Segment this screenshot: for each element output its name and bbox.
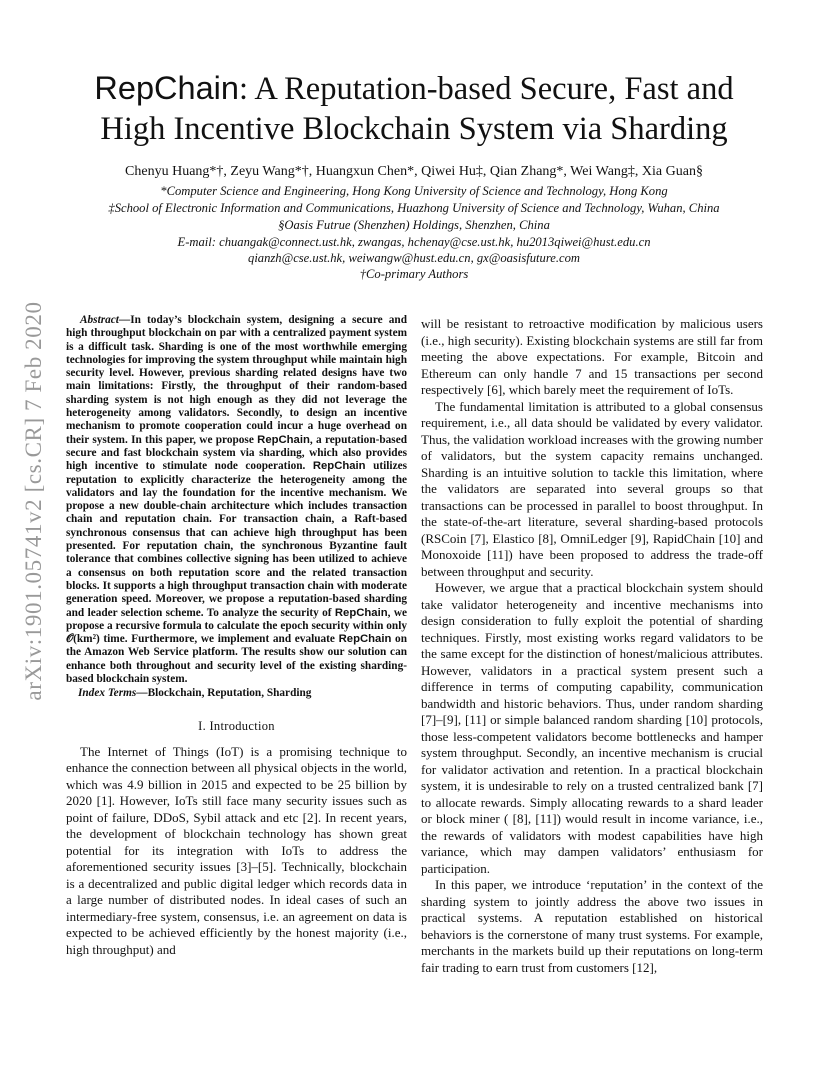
intro-paragraph-1: The Internet of Things (IoT) is a promising technique to enhance the connection between all physical objects in the world, which was 4.9 billion in 2015 and expected to be 25 billion by 2020 [1]. However, IoTs still face many security issues such as point of failure, DDoS, Sybil attack and etc [2]. In recent years, the development of blockchain technology has shown great potential for its integration with IoTs to address the aforementioned security issues [3]–[5]. Technically, blockchain is a decentralized and public digital ledger which records data in a large number of distributed nodes. In ideal cases of such an intermediary-free system, consensus, i.e. an agreement on data is expected to be achieved efficiently by the honest majority (i.e., high throughput) and [66,743,407,957]
arxiv-identifier: arXiv:1901.05741v2 [cs.CR] 7 Feb 2020 [21,301,46,701]
abstract-system-name-2: RepChain [312,460,366,473]
index-terms-lead: Index Terms [78,687,137,700]
abstract-text-2: , a reputation-based secure and fast blockchain system via sharding, which also provides high incentive to stimulate node cooperation. [66,433,407,473]
section-heading-introduction: I. Introduction [198,719,275,734]
right-paragraph-2: The fundamental limitation is attributed to a global consensus requirement, i.e., all data should be validated by every validator. Thus, the validation workload increases with the growing number of validators, but the system capacity remains unchanged. Sharding is an intuitive solution to tackle this limitation, where the validators are separated into several groups so that transactions can be processed in parallel to boost throughput. In the state-of-the-art literature, several sharding-based protocols (RSCoin [7], Elastico [8], OmniLedger [9], RapidChain [10] and Monoxoide [11]) have been proposed to address the trade-off between throughput and security. [421,398,763,579]
title-system-name: RepChain [94,70,239,106]
right-column [421,316,763,976]
email-line-2: qianzh@cse.ust.hk, weiwangw@hust.edu.cn, gx@oasisfuture.com [248,251,580,265]
index-terms [66,686,407,700]
abstract-system-name-4: RepChain [338,633,392,646]
abstract [66,314,407,686]
abstract-text-1: —In today’s blockchain system, designing a secure and high throughput blockchain on par with a centralized payment system is a difficult task. Sharding is one of the most worthwhile emerging technologies for improving the system throughput while maintain high security level. However, previous sharding related designs have two main limitations: Firstly, the throughput of their random-based sharding system is not high enough as they did not leverage the heterogeneity among validators. Secondly, to design an incentive mechanism to promote cooperation could incur a huge overhead on their system. In this paper, we propose [66,314,407,446]
right-paragraph-4: In this paper, we introduce ‘reputation’ in the context of the sharding system to jointly address the above two issues in practical systems. A reputation established on historical behaviors is the cornerstone of many trust systems. For example, merchants in the markets build up their reputations on long-term fair trading to earn trust from customers [12], [421,877,763,975]
abstract-lead: Abstract [80,314,119,326]
affiliation-3: §Oasis Futrue (Shenzhen) Holdings, Shenzhen, China [278,218,550,232]
abstract-text-3: utilizes reputation to explicitly characterize the heterogeneity among the validators and lay the foundation for the incentive mechanism. We propose a new double-chain architecture which includes transaction chain and reputation chain. For transaction chain, a Raft-based synchronous consensus that can achieve high throughput has been presented. For reputation chain, the synchronous Byzantine fault tolerance that combines collective signing has been utilized to achieve a consensus on both reputation score and the related transaction blocks. It supports a high throughput transaction chain with moderate generation speed. Moreover, we propose a reputation-based sharding and leader selection scheme. To analyze the security of [66,460,407,619]
abstract-system-name-3: RepChain [334,606,388,619]
left-column [66,314,407,958]
email-line-1: E-mail: chuangak@connect.ust.hk, zwangas, hchenay@cse.ust.hk, hu2013qiwei@hust.edu.cn [177,235,651,249]
abstract-text-4: , we propose a recursive formula to calculate the epoch security within only 𝒪(km²) time. Furthermore, we implement and evaluate [66,606,407,646]
affiliation-1: *Computer Science and Engineering, Hong Kong University of Science and Technology, Hong Kong [160,184,668,198]
author-list: Chenyu Huang*†, Zeyu Wang*†, Huangxun Chen*, Qiwei Hu‡, Qian Zhang*, Wei Wang‡, Xia Guan§ [125,164,703,179]
co-primary-note: †Co-primary Authors [359,267,469,281]
title-line1-rest: : A Reputation-based Secure, Fast and [238,71,734,107]
title-line2: High Incentive Blockchain System via Sharding [100,111,728,147]
abstract-system-name-1: RepChain [257,433,310,446]
right-paragraph-1: will be resistant to retroactive modification by malicious users (i.e., high security). Existing blockchain systems are still far from meeting the above expectations. For example, Bitcoin and Ethereum can only handle 7 and 15 transactions per second respectively [6], which barely meet the requirement of IoTs. [421,316,763,397]
affiliation-2: ‡School of Electronic Information and Communications, Huazhong University of Science and Technology, Wuhan, China [108,201,720,215]
index-terms-text: —Blockchain, Reputation, Sharding [136,687,312,700]
paper-title [60,68,768,149]
abstract-text-5: on the Amazon Web Service platform. The results show our solution can enhance both throughout and security level of the existing sharding-based blockchain system. [66,633,407,686]
right-paragraph-3: However, we argue that a practical blockchain system should take validator heterogeneity and incentive mechanisms into design consideration to fully exploit the potential of sharding techniques. Firstly, most existing works regard validators to be the same except for the distinction of honest/malicious attributes. However, validators in a practical system present such a difference in terms of computing capability, communication bandwidth and historic behaviors. Thus, under random sharding [7]–[9], [11] or simple balanced random sharding [10] protocols, those less-competent validators become bottlenecks and hamper system throughput. Secondly, an incentive mechanism is crucial for validator activation and retention. In a practical blockchain system, it is undesirable to rely on a trusted centralized bank [7] to allocate rewards. Simply allocating rewards to a shard leader or block miner ( [8], [11]) would result in income variance, i.e., the rewards of validators with modest capabilities have high variance, which may dampen validators’ enthusiasm for participation. [421,580,763,876]
